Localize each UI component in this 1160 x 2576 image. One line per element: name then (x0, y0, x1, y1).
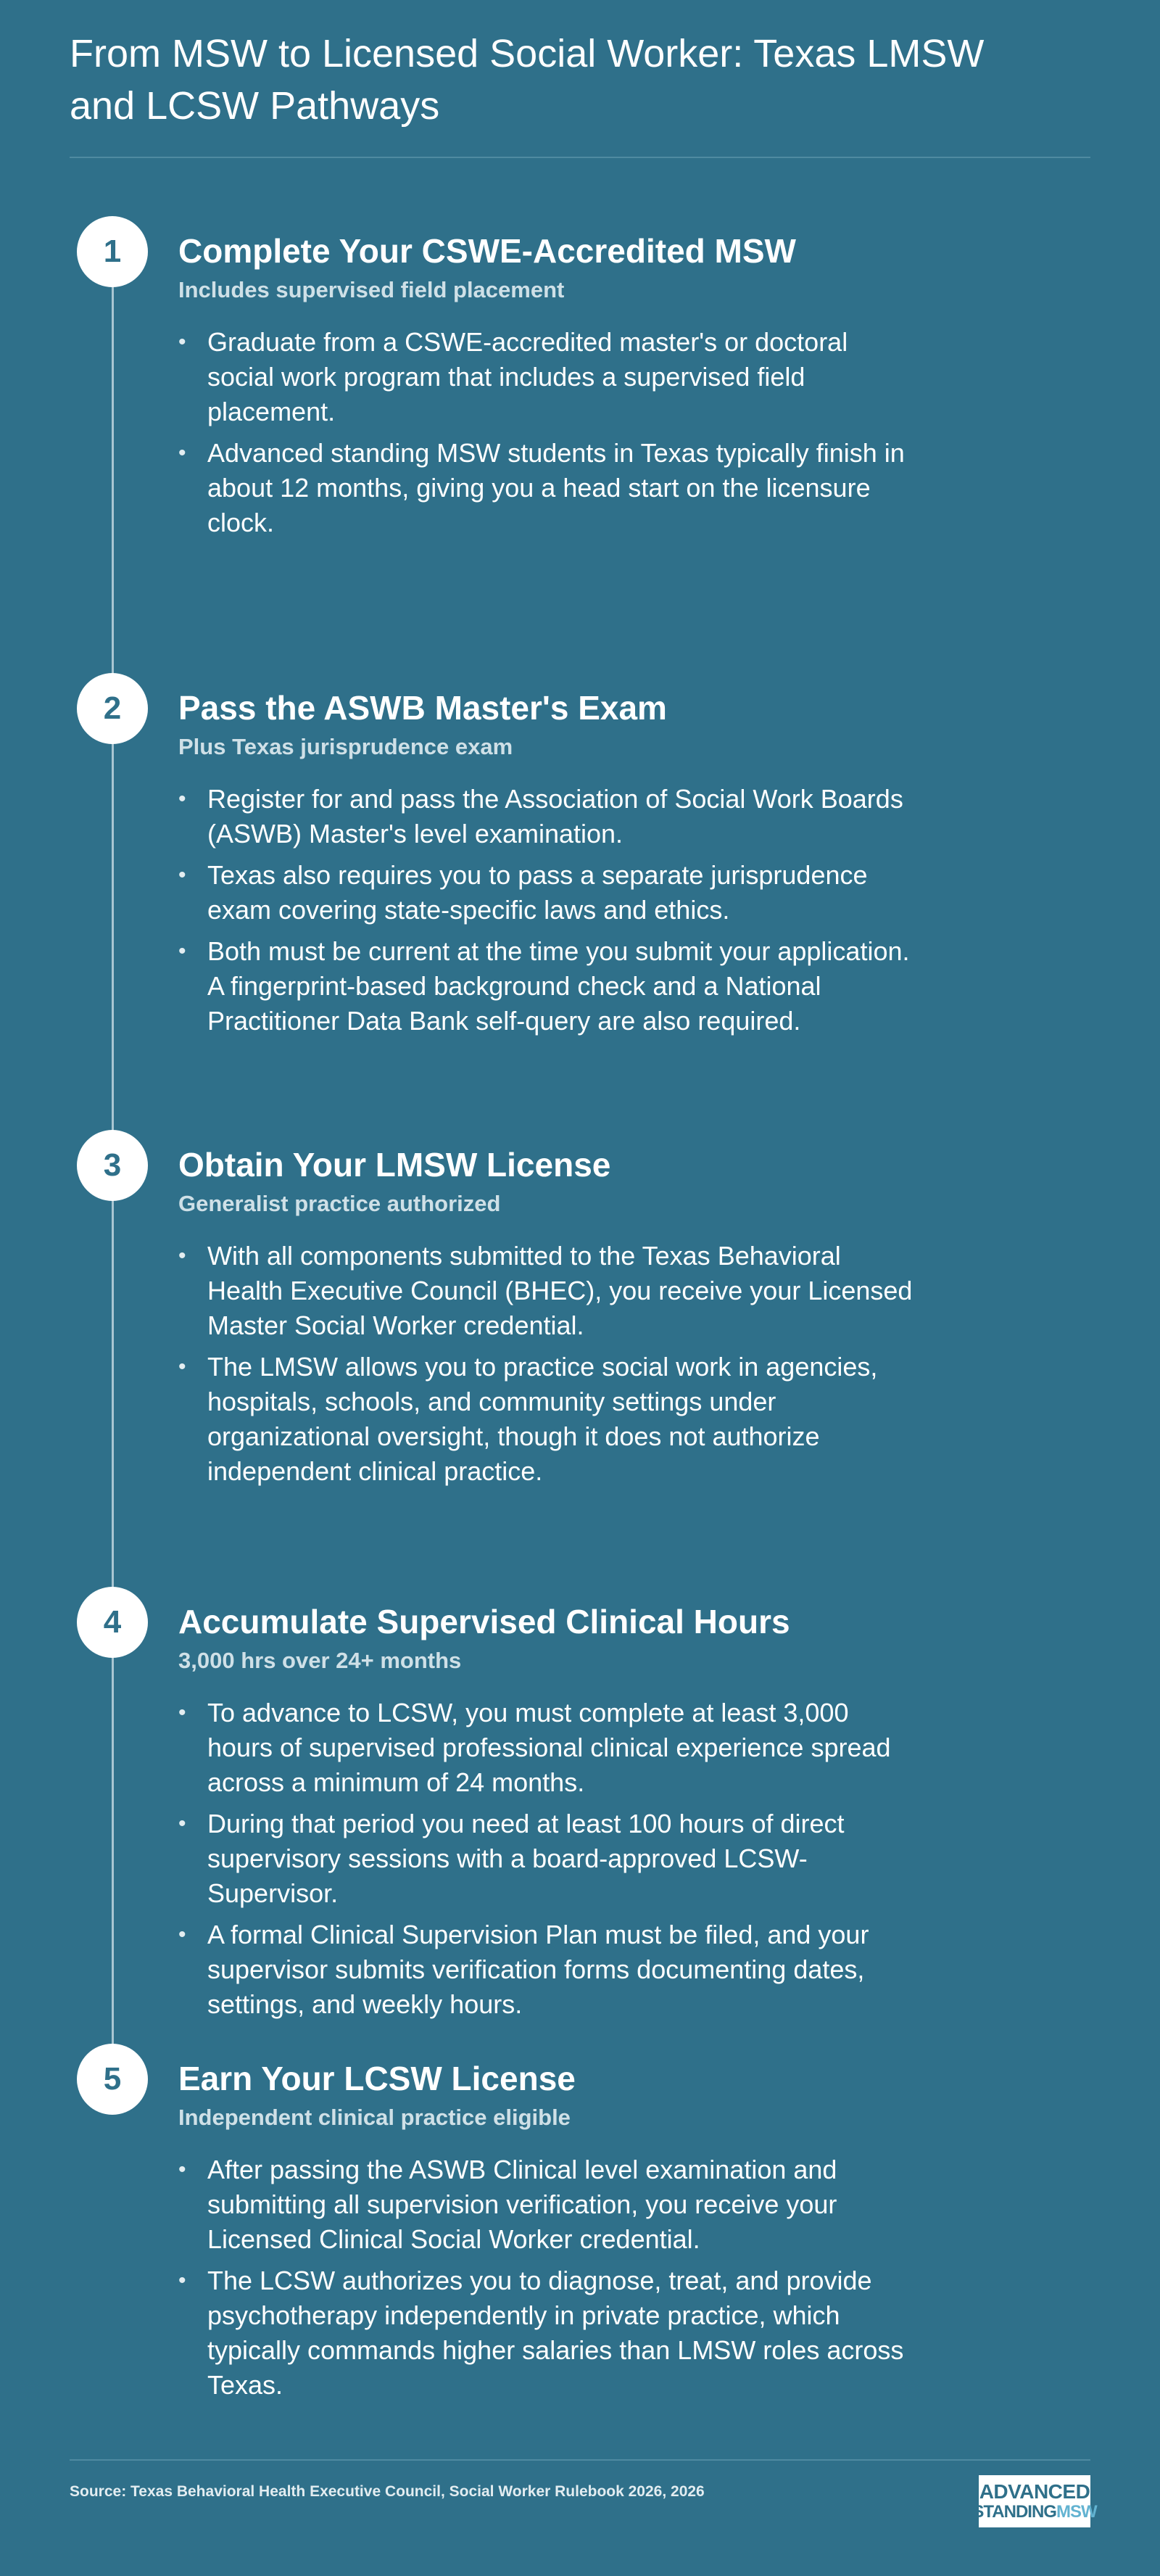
bullet-dot-icon: • (178, 1355, 186, 1379)
bullet-text: Graduate from a CSWE-accredited master's or doctoral social work program that includes a supervised field placement. (207, 327, 848, 426)
step-number-badge: 4 (77, 1587, 148, 1658)
bullet-item (178, 1239, 918, 1343)
bullet-text: Advanced standing MSW students in Texas typically finish in about 12 months, giving you a head start on the licensure clock. (207, 438, 905, 537)
bullet-text: After passing the ASWB Clinical level examination and submitting all supervision verification, you receive your Licensed Clinical Social Worker credential. (207, 2155, 837, 2254)
bullet-dot-icon: • (178, 1244, 186, 1268)
bullet-text: Register for and pass the Association of Social Work Boards (ASWB) Master's level examination. (207, 784, 903, 849)
step-title: Obtain Your LMSW License (178, 1146, 611, 1184)
step-bullets (178, 325, 918, 540)
bullet-dot-icon: • (178, 1812, 186, 1836)
bullet-item (178, 1696, 918, 1800)
step-bullets (178, 1239, 918, 1489)
step-content (178, 688, 918, 1045)
bullet-dot-icon: • (178, 330, 186, 354)
bullet-dot-icon: • (178, 1701, 186, 1725)
footer-divider (70, 2459, 1090, 2461)
bullet-item (178, 325, 918, 429)
bullet-item (178, 782, 918, 851)
step-number-badge: 2 (77, 673, 148, 744)
bullet-dot-icon: • (178, 863, 186, 887)
step-number-badge: 5 (77, 2044, 148, 2115)
step-subtitle: Generalist practice authorized (178, 1191, 501, 1216)
bullet-item (178, 934, 918, 1039)
bullet-dot-icon: • (178, 2269, 186, 2292)
step-bullets (178, 782, 918, 1039)
step-subtitle: Independent clinical practice eligible (178, 2105, 571, 2130)
logo-line-2-accent: MSW (1056, 2502, 1097, 2522)
bullet-text: A formal Clinical Supervision Plan must be filed, and your supervisor submits verification forms documenting dates, settings, and weekly hours. (207, 1920, 869, 2019)
step-content (178, 1601, 918, 2028)
step-subtitle: Includes supervised field placement (178, 277, 565, 302)
step-title: Pass the ASWB Master's Exam (178, 689, 667, 727)
step-subtitle: Plus Texas jurisprudence exam (178, 734, 513, 759)
bullet-item (178, 2152, 918, 2257)
step-content (178, 1144, 918, 1495)
bullet-item (178, 1807, 918, 1911)
bullet-text: The LCSW authorizes you to diagnose, treat, and provide psychotherapy independently in private practice, which typically commands higher salaries than LMSW roles across Texas. (207, 2266, 904, 2400)
logo-line-2-main: STANDING (972, 2502, 1056, 2522)
bullet-text: With all components submitted to the Texas Behavioral Health Executive Council (BHEC), you receive your Licensed Master Social Worker credential. (207, 1241, 913, 1340)
bullet-dot-icon: • (178, 2158, 186, 2181)
page-title: From MSW to Licensed Social Worker: Texas LMSW and LCSW Pathways (70, 32, 985, 128)
bullet-text: To advance to LCSW, you must complete at least 3,000 hours of supervised professional clinical experience spread across a minimum of 24 months. (207, 1698, 891, 1797)
bullet-item (178, 2263, 918, 2403)
step-title: Earn Your LCSW License (178, 2060, 576, 2097)
step-content (178, 231, 918, 547)
step-number-badge: 1 (77, 216, 148, 287)
bullet-dot-icon: • (178, 787, 186, 811)
step-title: Complete Your CSWE-Accredited MSW (178, 232, 796, 270)
bullet-text: Both must be current at the time you submit your application. A fingerprint-based background check and a National Practitioner Data Bank self-query are also required. (207, 936, 910, 1036)
bullet-item (178, 1350, 918, 1489)
bullet-text: The LMSW allows you to practice social work in agencies, hospitals, schools, and community settings under organizational oversight, though it does not authorize independent clinical practice. (207, 1352, 878, 1486)
bullet-item (178, 436, 918, 540)
logo-line-2 (972, 2503, 1096, 2521)
brand-logo (972, 2475, 1097, 2527)
header-divider (70, 157, 1090, 158)
step-bullets (178, 1696, 918, 2022)
step-subtitle: 3,000 hrs over 24+ months (178, 1648, 462, 1673)
step-title: Accumulate Supervised Clinical Hours (178, 1603, 790, 1640)
bullet-dot-icon: • (178, 441, 186, 465)
bullet-item (178, 858, 918, 928)
logo-line-1: ADVANCED (979, 2480, 1090, 2503)
step-number-badge: 3 (77, 1130, 148, 1201)
source-citation: Source: Texas Behavioral Health Executive Council, Social Worker Rulebook 2026, 2026 (70, 2483, 705, 2500)
step-content (178, 2058, 918, 2409)
bullet-dot-icon: • (178, 939, 186, 963)
step-bullets (178, 2152, 918, 2403)
bullet-dot-icon: • (178, 1923, 186, 1947)
bullet-text: During that period you need at least 100 hours of direct supervisory sessions with a board-approved LCSW-Supervisor. (207, 1809, 845, 1908)
bullet-item (178, 1917, 918, 2022)
bullet-text: Texas also requires you to pass a separate jurisprudence exam covering state-specific laws and ethics. (207, 860, 868, 925)
